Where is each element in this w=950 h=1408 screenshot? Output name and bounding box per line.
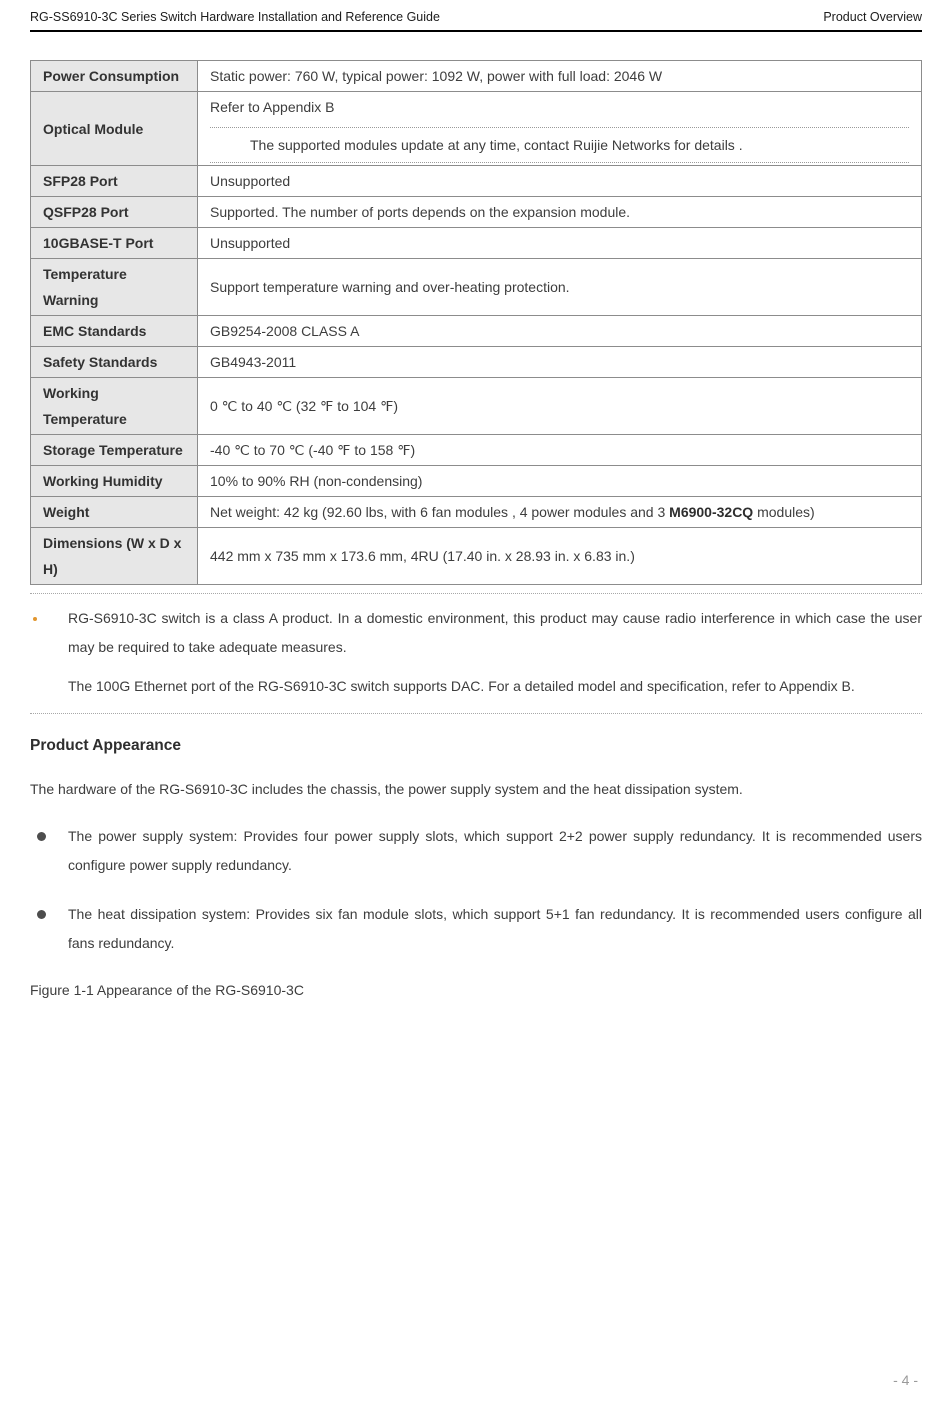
row-label: Storage Temperature (31, 435, 198, 466)
note-item (30, 672, 922, 701)
row-label: Weight (31, 497, 198, 528)
table-row-working-humidity (31, 466, 922, 497)
row-label: 10GBASE-T Port (31, 228, 198, 259)
table-row-sfp28-port (31, 166, 922, 197)
row-value: Supported. The number of ports depends on the expansion module. (198, 197, 922, 228)
table-row-dimensions (31, 528, 922, 585)
page-content (30, 0, 922, 998)
bullet-icon (37, 910, 46, 919)
page-number: - 4 - (893, 1372, 918, 1388)
table-row-emc-standards (31, 316, 922, 347)
row-label: SFP28 Port (31, 166, 198, 197)
row-label: Working Humidity (31, 466, 198, 497)
list-item-text: The power supply system: Provides four power supply slots, which support 2+2 power supply redundancy. It is recommended users configure power supply redundancy. (68, 828, 922, 873)
list-item-text: The heat dissipation system: Provides six fan module slots, which support 5+1 fan redundancy. It is recommended users configure all fans redundancy. (68, 906, 922, 951)
bullet-icon (37, 832, 46, 841)
section-heading: Product Appearance (30, 737, 182, 754)
row-label: QSFP28 Port (31, 197, 198, 228)
table-row-weight (31, 497, 922, 528)
weight-module-model: M6900-32CQ (669, 504, 754, 520)
row-label: Power Consumption (31, 61, 198, 92)
header-section-title: Product Overview (823, 10, 922, 24)
page-header (30, 0, 922, 32)
row-value: 0 ℃ to 40 ℃ (32 ℉ to 104 ℉) (198, 378, 922, 435)
row-label: Working Temperature (31, 378, 198, 435)
row-label: Temperature Warning (31, 259, 198, 316)
row-label: Dimensions (W x D x H) (31, 528, 198, 585)
appearance-intro: The hardware of the RG-S6910-3C includes the chassis, the power supply system and the heat dissipation system. (30, 781, 743, 797)
list-item (30, 900, 922, 958)
table-row-power-consumption (31, 61, 922, 92)
table-row-storage-temperature (31, 435, 922, 466)
row-label: EMC Standards (31, 316, 198, 347)
row-value: Unsupported (198, 166, 922, 197)
list-item (30, 822, 922, 880)
table-row-working-temperature (31, 378, 922, 435)
row-value: GB4943-2011 (198, 347, 922, 378)
table-row-optical-module (31, 92, 922, 166)
figure-caption: Figure 1-1 Appearance of the RG-S6910-3C (30, 982, 304, 998)
optical-module-value: Refer to Appendix B (210, 99, 335, 115)
table-row-10gbaset-port (31, 228, 922, 259)
row-value: 10% to 90% RH (non-condensing) (198, 466, 922, 497)
weight-value-prefix: Net weight: 42 kg (92.60 lbs, with 6 fan modules , 4 power modules and 3 (210, 504, 670, 520)
spec-table (30, 60, 922, 585)
notes-section (30, 593, 922, 714)
row-value (198, 92, 922, 166)
note-item (30, 604, 922, 662)
header-doc-title: RG-SS6910-3C Series Switch Hardware Installation and Reference Guide (30, 10, 440, 24)
row-label: Optical Module (31, 92, 198, 166)
table-row-safety-standards (31, 347, 922, 378)
note-text: The 100G Ethernet port of the RG-S6910-3C switch supports DAC. For a detailed model and specification, refer to Appendix B. (68, 678, 855, 694)
note-bullet-icon (33, 617, 37, 621)
weight-value-suffix: modules) (753, 504, 815, 520)
optical-module-note: The supported modules update at any time, contact Ruijie Networks for details . (210, 127, 909, 163)
row-value (198, 497, 922, 528)
table-row-qsfp28-port (31, 197, 922, 228)
row-value: Unsupported (198, 228, 922, 259)
row-value: GB9254-2008 CLASS A (198, 316, 922, 347)
row-value: 442 mm x 735 mm x 173.6 mm, 4RU (17.40 in. x 28.93 in. x 6.83 in.) (198, 528, 922, 585)
note-text: RG-S6910-3C switch is a class A product. In a domestic environment, this product may cause radio interference in which case the user may be required to take adequate measures. (68, 610, 922, 655)
row-value: -40 ℃ to 70 ℃ (-40 ℉ to 158 ℉) (198, 435, 922, 466)
row-value: Static power: 760 W, typical power: 1092 W, power with full load: 2046 W (198, 61, 922, 92)
row-value: Support temperature warning and over-heating protection. (198, 259, 922, 316)
table-row-temperature-warning (31, 259, 922, 316)
row-label: Safety Standards (31, 347, 198, 378)
